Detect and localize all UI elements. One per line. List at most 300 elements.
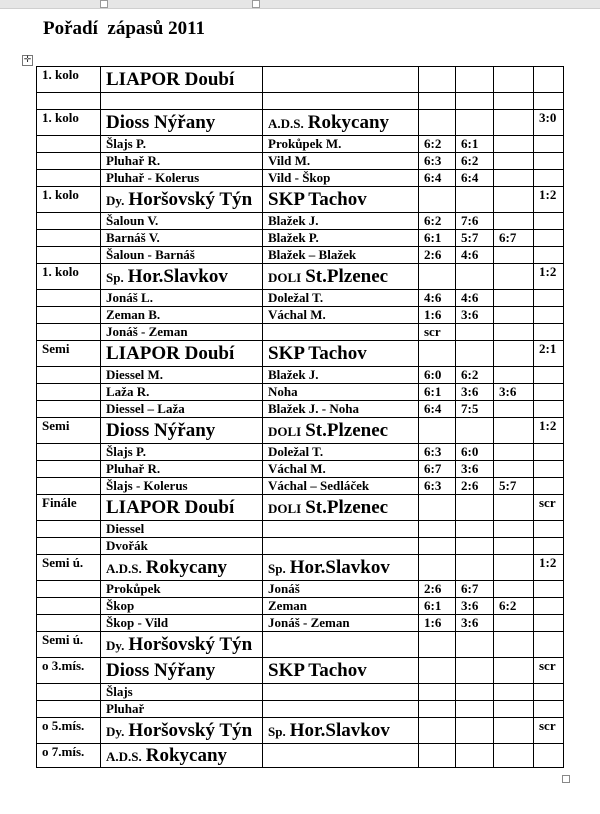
home-cell[interactable] — [101, 264, 263, 290]
set1-cell-text: 6:1 — [424, 598, 442, 613]
home-cell-text: Šlajs P. — [106, 136, 146, 151]
set1-cell[interactable] — [419, 401, 456, 418]
away-cell[interactable] — [263, 555, 419, 581]
home-cell[interactable] — [101, 478, 263, 495]
result-cell-text: 1:2 — [539, 187, 557, 202]
set2-cell[interactable] — [456, 598, 494, 615]
set1-cell[interactable] — [419, 367, 456, 384]
set1-cell[interactable] — [419, 598, 456, 615]
home-cell-text: Horšovský Týn — [128, 189, 253, 210]
set1-cell[interactable] — [419, 187, 456, 213]
set2-cell[interactable] — [456, 341, 494, 367]
set2-cell[interactable] — [456, 170, 494, 187]
home-cell[interactable] — [101, 598, 263, 615]
set1-cell-text: 6:3 — [424, 444, 442, 459]
set2-cell[interactable] — [456, 247, 494, 264]
set1-cell[interactable] — [419, 521, 456, 538]
set2-cell[interactable] — [456, 615, 494, 632]
round-label-text: Semi — [42, 341, 70, 356]
home-cell[interactable] — [101, 444, 263, 461]
set2-cell[interactable] — [456, 718, 494, 744]
result-cell[interactable] — [534, 495, 564, 521]
home-cell[interactable] — [101, 418, 263, 444]
result-cell[interactable] — [534, 418, 564, 444]
set1-cell[interactable] — [419, 615, 456, 632]
round-label[interactable] — [37, 170, 101, 187]
set2-cell[interactable] — [456, 230, 494, 247]
round-label[interactable] — [37, 581, 101, 598]
away-cell[interactable] — [263, 213, 419, 230]
set3-cell[interactable] — [494, 521, 534, 538]
away-cell[interactable] — [263, 478, 419, 495]
home-cell[interactable] — [101, 701, 263, 718]
home-cell[interactable] — [101, 230, 263, 247]
result-cell[interactable] — [534, 187, 564, 213]
set1-cell[interactable] — [419, 684, 456, 701]
set1-cell[interactable] — [419, 538, 456, 555]
set1-cell[interactable] — [419, 230, 456, 247]
set2-cell[interactable] — [456, 418, 494, 444]
set3-cell[interactable] — [494, 632, 534, 658]
set1-cell[interactable] — [419, 461, 456, 478]
set3-cell[interactable] — [494, 290, 534, 307]
set1-cell[interactable] — [419, 290, 456, 307]
round-label[interactable] — [37, 367, 101, 384]
away-cell-text: Hor.Slavkov — [289, 720, 390, 741]
set2-cell[interactable] — [456, 478, 494, 495]
set2-cell[interactable] — [456, 461, 494, 478]
round-label[interactable] — [37, 478, 101, 495]
home-cell[interactable] — [101, 538, 263, 555]
home-cell[interactable] — [101, 187, 263, 213]
set2-cell[interactable] — [456, 744, 494, 768]
set1-cell[interactable] — [419, 718, 456, 744]
round-label-text: Semi ú. — [42, 632, 84, 647]
home-cell-text: Šaloun V. — [106, 213, 159, 228]
result-cell[interactable] — [534, 444, 564, 461]
home-cell-text: Pluhař R. — [106, 461, 161, 476]
away-cell[interactable] — [263, 110, 419, 136]
away-cell-text: Váchal M. — [268, 461, 326, 476]
set3-cell[interactable] — [494, 418, 534, 444]
result-cell[interactable] — [534, 324, 564, 341]
round-label[interactable] — [37, 67, 101, 93]
away-cell[interactable] — [263, 93, 419, 110]
set2-cell[interactable] — [456, 110, 494, 136]
set1-cell[interactable] — [419, 478, 456, 495]
set2-cell[interactable] — [456, 264, 494, 290]
round-label[interactable] — [37, 684, 101, 701]
set3-cell[interactable] — [494, 478, 534, 495]
round-label[interactable] — [37, 658, 101, 684]
set2-cell[interactable] — [456, 401, 494, 418]
round-label[interactable] — [37, 521, 101, 538]
away-cell[interactable] — [263, 307, 419, 324]
set3-cell[interactable] — [494, 658, 534, 684]
set1-cell[interactable] — [419, 307, 456, 324]
set1-cell[interactable] — [419, 444, 456, 461]
round-label[interactable] — [37, 110, 101, 136]
away-cell[interactable] — [263, 290, 419, 307]
result-cell[interactable] — [534, 555, 564, 581]
set2-cell[interactable] — [456, 555, 494, 581]
result-cell[interactable] — [534, 521, 564, 538]
away-cell[interactable] — [263, 521, 419, 538]
round-label[interactable] — [37, 341, 101, 367]
result-cell[interactable] — [534, 93, 564, 110]
round-label[interactable] — [37, 187, 101, 213]
home-cell[interactable] — [101, 213, 263, 230]
away-cell-text: Blažek P. — [268, 230, 319, 245]
set3-cell[interactable] — [494, 307, 534, 324]
away-cell[interactable] — [263, 401, 419, 418]
home-cell-text: Diessel — [106, 521, 145, 536]
away-cell[interactable] — [263, 701, 419, 718]
result-cell[interactable] — [534, 538, 564, 555]
set2-cell[interactable] — [456, 153, 494, 170]
away-cell[interactable] — [263, 461, 419, 478]
set3-cell[interactable] — [494, 247, 534, 264]
set3-cell[interactable] — [494, 615, 534, 632]
round-label[interactable] — [37, 701, 101, 718]
away-cell[interactable] — [263, 495, 419, 521]
away-cell-text: Rokycany — [307, 112, 390, 133]
result-cell[interactable] — [534, 632, 564, 658]
result-cell[interactable] — [534, 67, 564, 93]
set1-cell[interactable] — [419, 384, 456, 401]
set3-cell[interactable] — [494, 581, 534, 598]
team-prefix: DOLI — [268, 424, 302, 439]
home-cell[interactable] — [101, 744, 263, 768]
home-cell[interactable] — [101, 401, 263, 418]
result-cell[interactable] — [534, 744, 564, 768]
round-label[interactable] — [37, 153, 101, 170]
round-label[interactable] — [37, 264, 101, 290]
set1-cell[interactable] — [419, 632, 456, 658]
set2-cell-text: 3:6 — [461, 384, 479, 399]
set3-cell[interactable] — [494, 555, 534, 581]
away-cell[interactable] — [263, 136, 419, 153]
away-cell[interactable] — [263, 744, 419, 768]
set3-cell[interactable] — [494, 324, 534, 341]
result-cell[interactable] — [534, 110, 564, 136]
home-cell[interactable] — [101, 384, 263, 401]
away-cell[interactable] — [263, 684, 419, 701]
result-cell[interactable] — [534, 264, 564, 290]
result-cell[interactable] — [534, 230, 564, 247]
set2-cell[interactable] — [456, 581, 494, 598]
round-label[interactable] — [37, 615, 101, 632]
set1-cell[interactable] — [419, 264, 456, 290]
away-cell[interactable] — [263, 615, 419, 632]
set1-cell[interactable] — [419, 324, 456, 341]
round-label[interactable] — [37, 247, 101, 264]
table-move-handle-icon[interactable]: ✛ — [23, 55, 32, 65]
home-cell[interactable] — [101, 341, 263, 367]
set3-cell[interactable] — [494, 170, 534, 187]
margin-marker[interactable] — [100, 0, 108, 8]
away-cell[interactable] — [263, 264, 419, 290]
away-cell[interactable] — [263, 581, 419, 598]
away-cell[interactable] — [263, 230, 419, 247]
result-cell[interactable] — [534, 401, 564, 418]
round-label[interactable] — [37, 744, 101, 768]
set2-cell[interactable] — [456, 495, 494, 521]
set3-cell[interactable] — [494, 444, 534, 461]
away-cell[interactable] — [263, 153, 419, 170]
set3-cell[interactable] — [494, 538, 534, 555]
away-cell-text: St.Plzenec — [305, 420, 389, 441]
set3-cell[interactable] — [494, 230, 534, 247]
set2-cell[interactable] — [456, 367, 494, 384]
home-cell[interactable] — [101, 581, 263, 598]
result-cell[interactable] — [534, 213, 564, 230]
team-prefix: A.D.S. — [106, 749, 142, 764]
round-label[interactable] — [37, 230, 101, 247]
set2-cell[interactable] — [456, 67, 494, 93]
home-cell[interactable] — [101, 684, 263, 701]
round-label[interactable] — [37, 290, 101, 307]
round-label[interactable] — [37, 384, 101, 401]
round-label[interactable] — [37, 136, 101, 153]
set2-cell[interactable] — [456, 213, 494, 230]
set1-cell[interactable] — [419, 744, 456, 768]
home-cell[interactable] — [101, 461, 263, 478]
result-cell[interactable] — [534, 367, 564, 384]
away-cell[interactable] — [263, 170, 419, 187]
table-resize-handle[interactable] — [562, 775, 570, 783]
result-cell[interactable] — [534, 478, 564, 495]
match-row — [37, 418, 564, 444]
home-cell-text: Prokůpek — [106, 581, 161, 596]
away-cell[interactable] — [263, 341, 419, 367]
home-cell[interactable] — [101, 153, 263, 170]
result-cell[interactable] — [534, 461, 564, 478]
set2-cell[interactable] — [456, 658, 494, 684]
set1-cell[interactable] — [419, 93, 456, 110]
home-cell[interactable] — [101, 170, 263, 187]
away-cell[interactable] — [263, 598, 419, 615]
home-cell-text: LIAPOR Doubí — [106, 343, 235, 364]
set3-cell[interactable] — [494, 110, 534, 136]
set2-cell-text: 3:6 — [461, 598, 479, 613]
set3-cell[interactable] — [494, 187, 534, 213]
set1-cell[interactable] — [419, 110, 456, 136]
away-cell[interactable] — [263, 67, 419, 93]
set2-cell[interactable] — [456, 701, 494, 718]
set3-cell[interactable] — [494, 93, 534, 110]
round-label[interactable] — [37, 213, 101, 230]
home-cell[interactable] — [101, 615, 263, 632]
round-label[interactable] — [37, 401, 101, 418]
round-label[interactable] — [37, 718, 101, 744]
result-cell[interactable] — [534, 341, 564, 367]
result-cell-text: 2:1 — [539, 341, 557, 356]
away-cell[interactable] — [263, 384, 419, 401]
round-label[interactable] — [37, 538, 101, 555]
set1-cell[interactable] — [419, 418, 456, 444]
set1-cell[interactable] — [419, 170, 456, 187]
result-cell[interactable] — [534, 153, 564, 170]
round-label[interactable] — [37, 555, 101, 581]
result-cell[interactable] — [534, 307, 564, 324]
result-cell[interactable] — [534, 290, 564, 307]
result-cell[interactable] — [534, 136, 564, 153]
away-cell[interactable] — [263, 718, 419, 744]
set2-cell[interactable] — [456, 93, 494, 110]
set2-cell[interactable] — [456, 290, 494, 307]
away-cell-text: Blažek – Blažek — [268, 247, 357, 262]
set3-cell[interactable] — [494, 264, 534, 290]
round-label-text: Semi ú. — [42, 555, 84, 570]
set1-cell[interactable] — [419, 555, 456, 581]
game-row — [37, 153, 564, 170]
set2-cell-text: 7:6 — [461, 213, 479, 228]
set2-cell[interactable] — [456, 444, 494, 461]
round-label[interactable] — [37, 324, 101, 341]
home-cell[interactable] — [101, 247, 263, 264]
set3-cell[interactable] — [494, 598, 534, 615]
home-cell[interactable] — [101, 718, 263, 744]
result-cell[interactable] — [534, 581, 564, 598]
set1-cell[interactable] — [419, 213, 456, 230]
away-cell[interactable] — [263, 247, 419, 264]
match-row — [37, 341, 564, 367]
home-cell[interactable] — [101, 290, 263, 307]
away-cell[interactable] — [263, 444, 419, 461]
home-cell-text: Diessel M. — [106, 367, 164, 382]
away-cell-text: St.Plzenec — [305, 497, 389, 518]
set3-cell[interactable] — [494, 401, 534, 418]
result-cell[interactable] — [534, 615, 564, 632]
home-cell[interactable] — [101, 110, 263, 136]
home-cell-text: Šlajs - Kolerus — [106, 478, 188, 493]
round-label[interactable] — [37, 632, 101, 658]
home-cell[interactable] — [101, 521, 263, 538]
set3-cell[interactable] — [494, 384, 534, 401]
home-cell[interactable] — [101, 136, 263, 153]
set3-cell[interactable] — [494, 213, 534, 230]
set3-cell[interactable] — [494, 136, 534, 153]
team-prefix: A.D.S. — [106, 561, 142, 576]
set3-cell[interactable] — [494, 153, 534, 170]
home-cell[interactable] — [101, 67, 263, 93]
page-title: Pořadí zápasů 2011 — [43, 18, 206, 39]
set1-cell-text: 2:6 — [424, 247, 442, 262]
set1-cell[interactable] — [419, 247, 456, 264]
result-cell[interactable] — [534, 598, 564, 615]
round-label[interactable] — [37, 418, 101, 444]
home-cell-text: Šlajs — [106, 684, 133, 699]
team-prefix: DOLI — [268, 501, 302, 516]
home-cell-text: Škop - Vild — [106, 615, 169, 630]
set1-cell[interactable] — [419, 136, 456, 153]
set2-cell[interactable] — [456, 521, 494, 538]
away-cell[interactable] — [263, 658, 419, 684]
result-cell[interactable] — [534, 384, 564, 401]
set1-cell[interactable] — [419, 701, 456, 718]
set3-cell[interactable] — [494, 461, 534, 478]
set2-cell[interactable] — [456, 307, 494, 324]
game-row — [37, 615, 564, 632]
round-label[interactable] — [37, 307, 101, 324]
set1-cell[interactable] — [419, 581, 456, 598]
away-cell[interactable] — [263, 538, 419, 555]
set1-cell-text: 1:6 — [424, 307, 442, 322]
set1-cell[interactable] — [419, 341, 456, 367]
home-cell[interactable] — [101, 632, 263, 658]
round-label-text: o 3.mís. — [42, 658, 85, 673]
home-cell-text: Škop — [106, 598, 135, 613]
round-label[interactable] — [37, 461, 101, 478]
set3-cell[interactable] — [494, 684, 534, 701]
away-cell[interactable] — [263, 418, 419, 444]
home-cell[interactable] — [101, 324, 263, 341]
result-cell[interactable] — [534, 701, 564, 718]
round-label[interactable] — [37, 598, 101, 615]
set1-cell[interactable] — [419, 658, 456, 684]
set2-cell[interactable] — [456, 324, 494, 341]
away-cell-text: Vild M. — [268, 153, 311, 168]
set3-cell[interactable] — [494, 67, 534, 93]
away-cell-text: Blažek J. — [268, 213, 319, 228]
set1-cell[interactable] — [419, 495, 456, 521]
away-cell[interactable] — [263, 187, 419, 213]
home-cell-text: Jonáš L. — [106, 290, 153, 305]
away-cell[interactable] — [263, 632, 419, 658]
set1-cell[interactable] — [419, 67, 456, 93]
set3-cell[interactable] — [494, 701, 534, 718]
away-cell-text: Vild - Škop — [268, 170, 331, 185]
round-label[interactable] — [37, 93, 101, 110]
set2-cell[interactable] — [456, 384, 494, 401]
set2-cell[interactable] — [456, 538, 494, 555]
set2-cell[interactable] — [456, 632, 494, 658]
result-cell[interactable] — [534, 170, 564, 187]
result-cell[interactable] — [534, 718, 564, 744]
match-row — [37, 632, 564, 658]
game-row — [37, 598, 564, 615]
set3-cell[interactable] — [494, 718, 534, 744]
away-cell[interactable] — [263, 324, 419, 341]
set3-cell[interactable] — [494, 367, 534, 384]
set2-cell[interactable] — [456, 136, 494, 153]
home-cell[interactable] — [101, 93, 263, 110]
set3-cell[interactable] — [494, 495, 534, 521]
home-cell[interactable] — [101, 555, 263, 581]
home-cell[interactable] — [101, 495, 263, 521]
result-cell[interactable] — [534, 247, 564, 264]
set3-cell[interactable] — [494, 341, 534, 367]
game-row — [37, 136, 564, 153]
result-cell[interactable] — [534, 684, 564, 701]
game-row — [37, 93, 564, 110]
set2-cell[interactable] — [456, 187, 494, 213]
round-label[interactable] — [37, 495, 101, 521]
away-cell[interactable] — [263, 367, 419, 384]
set3-cell[interactable] — [494, 744, 534, 768]
margin-marker[interactable] — [252, 0, 260, 8]
home-cell[interactable] — [101, 307, 263, 324]
result-cell[interactable] — [534, 658, 564, 684]
set2-cell[interactable] — [456, 684, 494, 701]
home-cell[interactable] — [101, 367, 263, 384]
set1-cell[interactable] — [419, 153, 456, 170]
round-label[interactable] — [37, 444, 101, 461]
home-cell[interactable] — [101, 658, 263, 684]
game-row — [37, 213, 564, 230]
result-cell-text: 3:0 — [539, 110, 557, 125]
